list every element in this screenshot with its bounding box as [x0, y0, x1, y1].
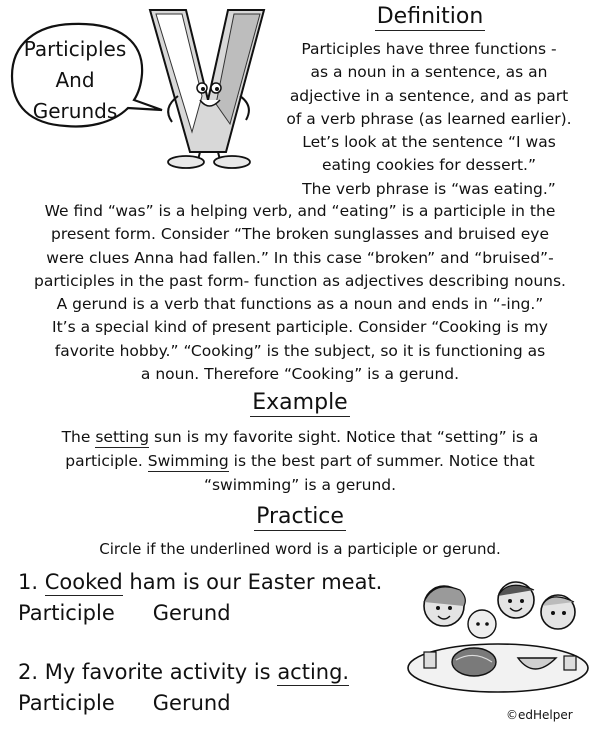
- underlined-word: Cooked: [44, 570, 123, 594]
- underlined-word: Swimming: [147, 452, 229, 470]
- text-line: A gerund is a verb that functions as a noun and ends in “-ing.”: [56, 295, 544, 314]
- option-gerund[interactable]: Gerund: [152, 601, 231, 625]
- question-2-options: [18, 691, 231, 715]
- text-line: present form. Consider “The broken sunglasses and bruised eye: [51, 225, 549, 244]
- option-participle[interactable]: Participle: [18, 601, 115, 625]
- option-participle[interactable]: Participle: [18, 691, 115, 715]
- text-line: Let’s look at the sentence “I was: [302, 133, 556, 152]
- text-line: The setting sun is my favorite sight. Notice that “setting” is a: [61, 428, 539, 446]
- text-line: “swimming” is a gerund.: [203, 476, 397, 494]
- family-dinner-illustration: [404, 576, 590, 694]
- text-line: adjective in a sentence, and as part: [289, 86, 569, 105]
- practice-instruction: Circle if the underlined word is a participle or gerund.: [99, 540, 501, 558]
- definition-heading: Definition: [376, 4, 484, 29]
- text-line: It’s a special kind of present participle. Consider “Cooking is my: [52, 318, 548, 337]
- text-line: The verb phrase is “was eating.”: [302, 179, 556, 198]
- text-line: We find “was” is a helping verb, and “eating” is a participle in the: [44, 202, 556, 220]
- question-2: 2. My favorite activity is acting.: [18, 660, 350, 684]
- practice-heading: Practice: [256, 504, 344, 529]
- text-line: favorite hobby.” “Cooking” is the subject, so it is functioning as: [54, 341, 546, 360]
- option-gerund[interactable]: Gerund: [152, 691, 231, 715]
- text-line: Participles have three functions -: [301, 40, 557, 58]
- definition-body: [10, 200, 590, 386]
- example-text: [10, 425, 590, 497]
- question-1: 1. Cooked ham is our Easter meat.: [18, 570, 383, 594]
- bubble-line: Gerunds: [32, 99, 118, 123]
- text-line: as a noun in a sentence, as an: [310, 63, 548, 82]
- example-heading: Example: [252, 390, 348, 415]
- underlined-word: acting.: [277, 660, 350, 684]
- bubble-text: [14, 34, 136, 127]
- copyright-text: ©edHelper: [506, 708, 573, 722]
- text-line: participles in the past form- function as adjectives describing nouns.: [34, 271, 566, 290]
- text-line: eating cookies for dessert.”: [321, 156, 537, 175]
- text-line: participle. Swimming is the best part of summer. Notice that: [65, 452, 535, 470]
- letter-v-mascot-illustration: [142, 4, 272, 170]
- bubble-line: And: [55, 68, 95, 92]
- question-1-options: [18, 601, 231, 625]
- bubble-line: Participles: [23, 37, 127, 61]
- text-line: of a verb phrase (as learned earlier).: [286, 109, 572, 128]
- definition-text: [262, 38, 596, 201]
- text-line: a noun. Therefore “Cooking” is a gerund.: [140, 365, 460, 384]
- underlined-word: setting: [95, 428, 150, 446]
- text-line: were clues Anna had fallen.” In this case “broken” and “bruised”-: [46, 248, 554, 267]
